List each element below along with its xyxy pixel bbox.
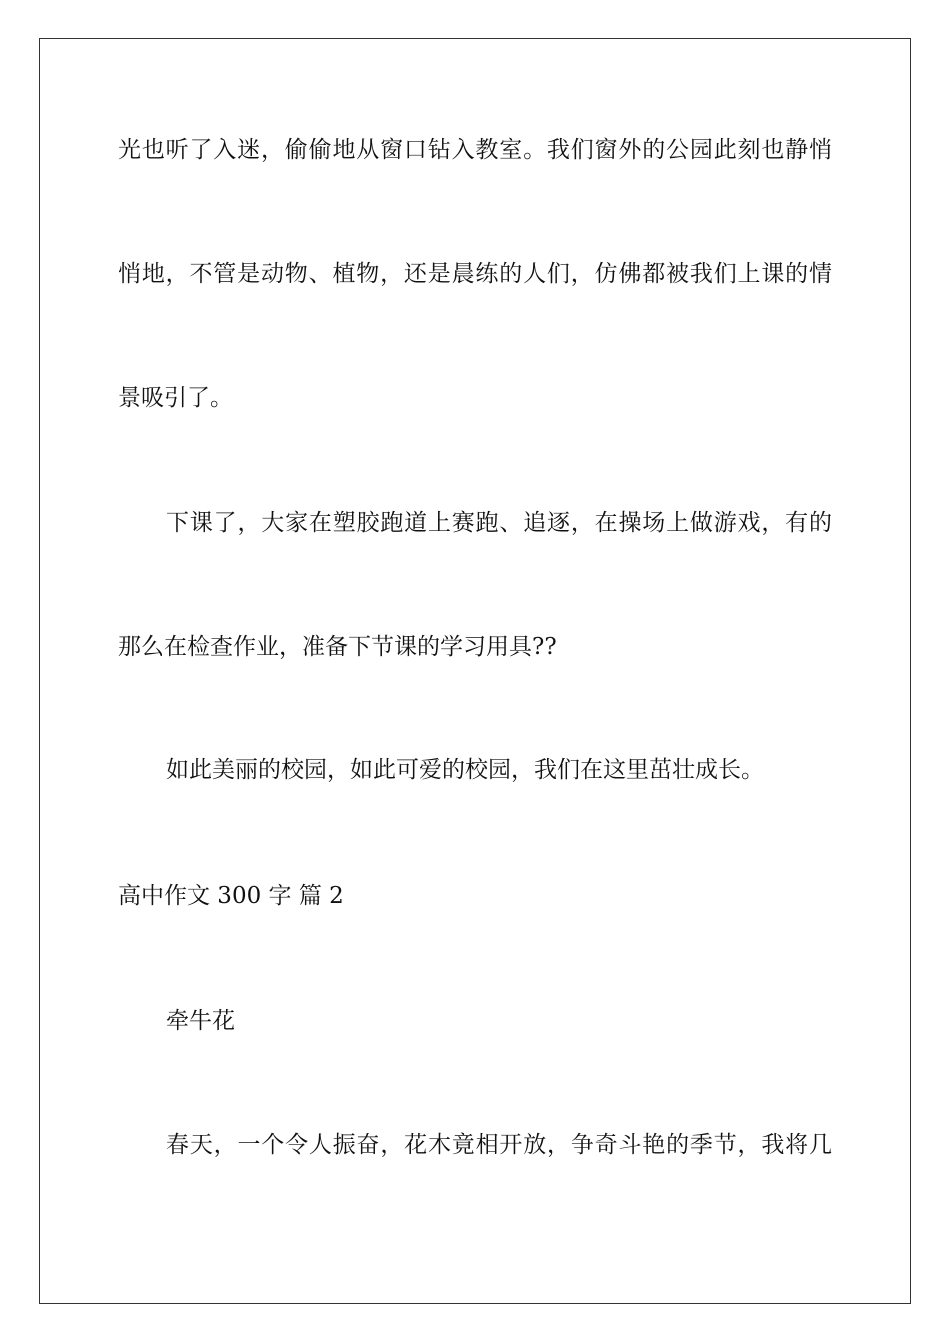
paragraph-line: 如此美丽的校园，如此可爱的校园，我们在这里茁壮成长。 [166, 757, 764, 783]
paragraph-line: 下课了，大家在塑胶跑道上赛跑、追逐，在操场上做游戏，有的 [166, 510, 832, 536]
paragraph-line: 那么在检查作业，准备下节课的学习用具?? [118, 634, 557, 660]
document-page [39, 38, 911, 1304]
paragraph-line: 光也听了入迷，偷偷地从窗口钻入教室。我们窗外的公园此刻也静悄 [118, 137, 832, 163]
paragraph-line: 春天，一个令人振奋，花木竟相开放，争奇斗艳的季节，我将几 [166, 1132, 832, 1158]
essay-title: 牵牛花 [166, 1008, 235, 1034]
paragraph-line: 景吸引了。 [118, 385, 233, 411]
section-heading: 高中作文 300 字 篇 2 [118, 883, 344, 909]
paragraph-line: 悄地，不管是动物、植物，还是晨练的人们，仿佛都被我们上课的情 [118, 261, 832, 287]
